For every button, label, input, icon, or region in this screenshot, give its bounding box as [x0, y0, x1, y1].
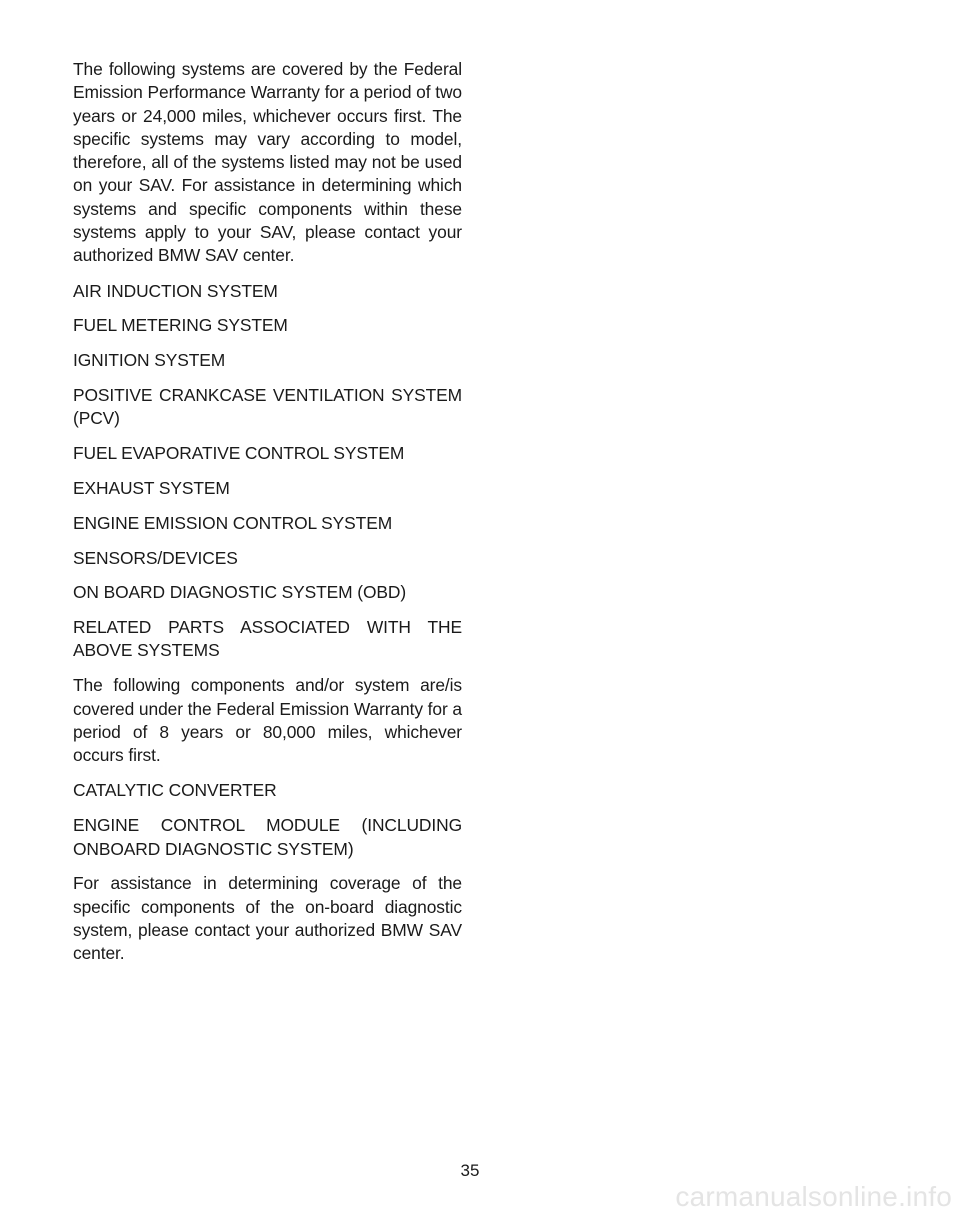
second-paragraph: The following components and/or system are/is covered under the Federal Emission Warranty for a period of 8 years or 80,000 miles, whichever occurs first.: [73, 675, 462, 766]
list-item: FUEL METERING SYSTEM: [73, 315, 288, 336]
list-item: ENGINE CONTROL MODULE (INCLUDING ONBOARD DIAGNOSTIC SYSTEM): [73, 815, 462, 859]
text-column: [73, 58, 462, 978]
list-item: FUEL EVAPORATIVE CONTROL SYSTEM: [73, 443, 405, 464]
list-item: CATALYTIC CONVERTER: [73, 780, 277, 801]
list-item: EXHAUST SYSTEM: [73, 477, 230, 498]
list-item: ENGINE EMISSION CONTROL SYSTEM: [73, 512, 393, 533]
list-item: RELATED PARTS ASSOCIATED WITH THE ABOVE SYSTEMS: [73, 617, 462, 661]
list-item: AIR INDUCTION SYSTEM: [73, 280, 278, 301]
watermark: carmanualsonline.info: [675, 1181, 952, 1212]
list-item: POSITIVE CRANKCASE VENTILATION SYSTEM (PCV): [73, 385, 462, 429]
intro-paragraph: The following systems are covered by the Federal Emission Performance Warranty for a period of two years or 24,000 miles, whichever occurs first. The specific systems may vary according to model, therefore, all of the systems listed may not be used on your SAV. For assistance in determining which systems and specific components within these systems apply to your SAV, please contact your authorized BMW SAV center.: [73, 59, 462, 266]
list-item: IGNITION SYSTEM: [73, 350, 226, 371]
page-number: 35: [460, 1161, 480, 1180]
list-item: SENSORS/DEVICES: [73, 547, 238, 568]
list-item: ON BOARD DIAGNOSTIC SYSTEM (OBD): [73, 582, 407, 603]
closing-paragraph: For assistance in determining coverage of the specific components of the on-board diagnostic system, please contact your authorized BMW SAV center.: [73, 873, 462, 964]
